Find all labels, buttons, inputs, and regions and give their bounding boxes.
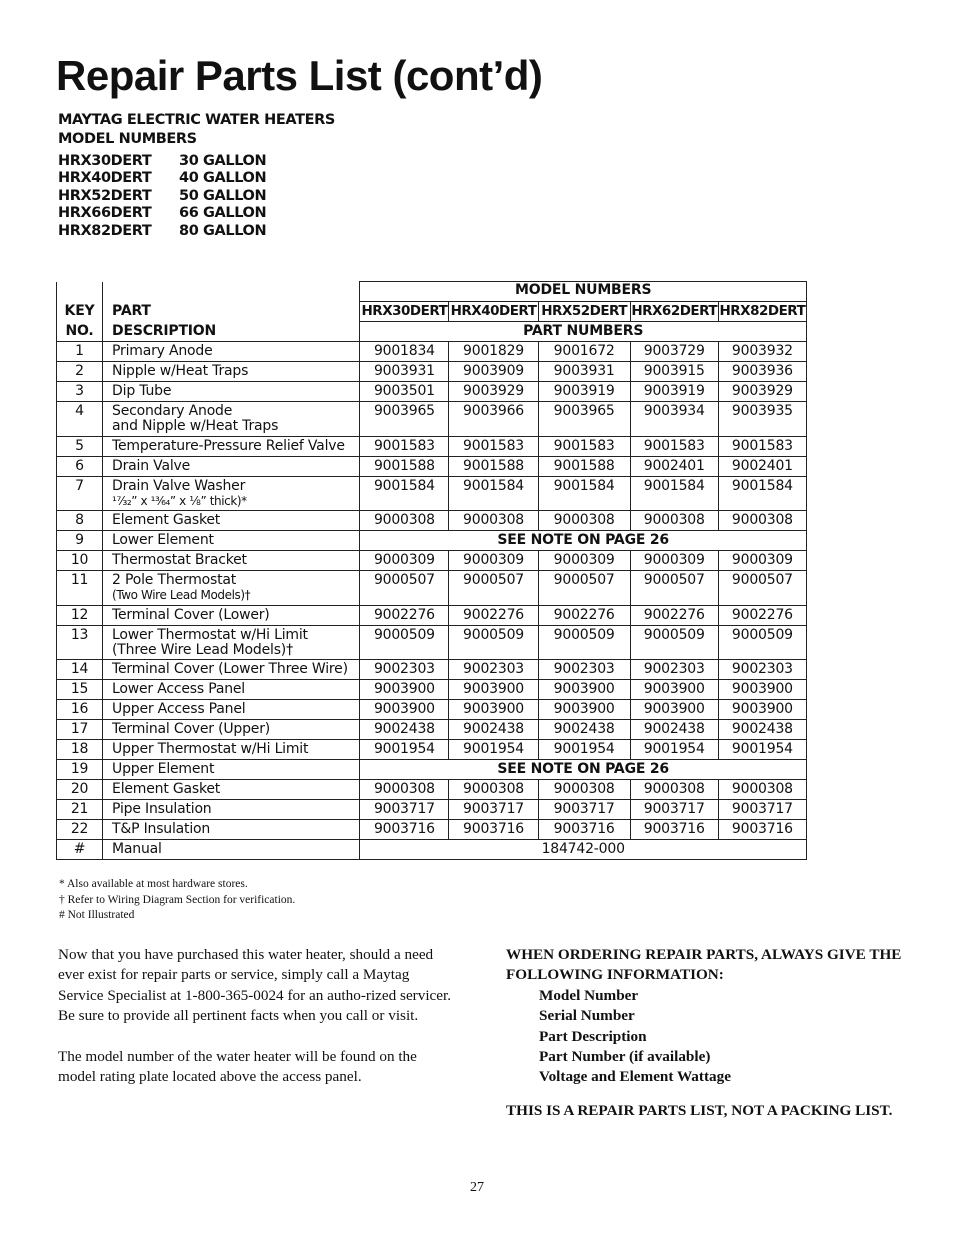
footnote-wiring: † Refer to Wiring Diagram Section for verification.: [59, 893, 296, 906]
model-capacity: 66 GALLON: [179, 205, 267, 222]
key-header-1: KEY: [57, 302, 103, 322]
key-number: 10: [57, 551, 103, 571]
table-row: [57, 800, 807, 820]
part-number: 9003900: [360, 680, 449, 700]
parts-table: [56, 281, 807, 860]
part-number: 9000308: [718, 780, 806, 800]
part-number: 9000309: [449, 551, 538, 571]
description-cell: [103, 551, 360, 571]
key-header-top: [57, 282, 103, 302]
part-number: 9000308: [360, 780, 449, 800]
part-number: 9000308: [538, 511, 630, 531]
table-row: [57, 342, 807, 362]
part-number: 9002303: [718, 660, 806, 680]
description-cell: [103, 780, 360, 800]
model-column-header: HRX82DERT: [718, 302, 806, 322]
description-cell: [103, 740, 360, 760]
part-number: 9001584: [630, 476, 718, 511]
description-cell: [103, 605, 360, 625]
part-number: 9001584: [718, 476, 806, 511]
model-code: HRX82DERT: [58, 222, 152, 239]
part-number: 9000309: [538, 551, 630, 571]
ordering-item: Part Description: [539, 1027, 647, 1045]
model-capacity: 30 GALLON: [179, 153, 267, 169]
part-description: Secondary Anode: [112, 403, 233, 419]
model-code: HRX66DERT: [58, 205, 152, 222]
part-description: Upper Element: [112, 761, 215, 777]
part-number: 9002438: [538, 720, 630, 740]
table-row: [57, 402, 807, 437]
part-number: 9001588: [360, 456, 449, 476]
part-number: 9003716: [449, 820, 538, 840]
part-number: 9003909: [449, 362, 538, 382]
part-number: 9001829: [449, 342, 538, 362]
part-number: 9002303: [449, 660, 538, 680]
model-entry: [58, 223, 266, 240]
part-number: 9000509: [449, 625, 538, 660]
part-number: 9000507: [538, 571, 630, 606]
header-line-1: MAYTAG ELECTRIC WATER HEATERS: [58, 112, 335, 128]
description-cell: [103, 511, 360, 531]
part-number: 9003717: [360, 800, 449, 820]
part-description: Thermostat Bracket: [112, 552, 247, 568]
table-row: [57, 625, 807, 660]
table-row: [57, 476, 807, 511]
part-number: 9003929: [449, 382, 538, 402]
part-description: Element Gasket: [112, 781, 221, 797]
description-cell: [103, 382, 360, 402]
key-number: 1: [57, 342, 103, 362]
part-number: 9002401: [718, 456, 806, 476]
part-number: 9003965: [538, 402, 630, 437]
part-number: 9000309: [718, 551, 806, 571]
ordering-item: Model Number: [539, 986, 639, 1004]
key-number: 11: [57, 571, 103, 606]
key-number: 18: [57, 740, 103, 760]
key-number: 6: [57, 456, 103, 476]
key-number: 16: [57, 700, 103, 720]
part-number: 9001583: [538, 436, 630, 456]
part-number: 9002276: [360, 605, 449, 625]
part-number: 9003729: [630, 342, 718, 362]
part-number: 9001954: [360, 740, 449, 760]
key-number: 20: [57, 780, 103, 800]
key-number: 2: [57, 362, 103, 382]
description-cell: [103, 720, 360, 740]
part-description: 2 Pole Thermostat: [112, 572, 237, 588]
part-number: 9003716: [630, 820, 718, 840]
part-number: 9002276: [449, 605, 538, 625]
description-cell: [103, 680, 360, 700]
part-description-detail: ¹⁷⁄₃₂” x ¹³⁄₆₄” x ⅛” thick)*: [112, 493, 247, 508]
ordering-item: Serial Number: [539, 1007, 635, 1025]
key-number: 19: [57, 760, 103, 780]
part-number: 9002438: [360, 720, 449, 740]
part-description-detail: (Three Wire Lead Models)†: [112, 641, 293, 658]
part-number: 9001583: [360, 436, 449, 456]
ordering-heading: WHEN ORDERING REPAIR PARTS, ALWAYS GIVE THE FOLLOWING INFORMATION:: [506, 946, 902, 984]
service-paragraph: Now that you have purchased this water heater, should a need ever exist for repair parts or service, simply call a Maytag Service Specialist at 1-800-365-0024 for an autho-rized servicer. Be sure to provide all pertinent facts when you call or visit.: [58, 946, 452, 1025]
part-number: 9001583: [449, 436, 538, 456]
part-number: 9002276: [538, 605, 630, 625]
part-number: 9003935: [718, 402, 806, 437]
table-row: [57, 780, 807, 800]
part-number: 9001583: [718, 436, 806, 456]
part-number: 9000507: [449, 571, 538, 606]
part-number: 9003900: [718, 700, 806, 720]
part-number: 9001954: [538, 740, 630, 760]
description-cell: [103, 840, 360, 860]
table-row: [57, 531, 807, 551]
key-number: 22: [57, 820, 103, 840]
part-number: 9003931: [538, 362, 630, 382]
part-number: 9003717: [630, 800, 718, 820]
part-number: 9001588: [449, 456, 538, 476]
part-number: 9002303: [630, 660, 718, 680]
part-number: 9000309: [630, 551, 718, 571]
part-number: 9003919: [630, 382, 718, 402]
packing-list-note: THIS IS A REPAIR PARTS LIST, NOT A PACKING LIST.: [506, 1101, 893, 1119]
key-number: 17: [57, 720, 103, 740]
part-number: 9000507: [630, 571, 718, 606]
part-number: 9003716: [538, 820, 630, 840]
part-description: Lower Thermostat w/Hi Limit: [112, 626, 308, 643]
description-cell: [103, 531, 360, 551]
part-description: Terminal Cover (Lower): [112, 606, 270, 623]
model-column-header: HRX40DERT: [449, 302, 538, 322]
part-number: 9003716: [718, 820, 806, 840]
part-number: 9000507: [360, 571, 449, 606]
manual-number: 184742-000: [360, 840, 807, 860]
see-note: SEE NOTE ON PAGE 26: [360, 760, 807, 780]
table-row: [57, 511, 807, 531]
description-cell: [103, 820, 360, 840]
part-description: Lower Access Panel: [112, 681, 245, 697]
part-numbers-header: PART NUMBERS: [360, 322, 807, 342]
table-row: [57, 382, 807, 402]
model-code: HRX30DERT: [58, 153, 152, 169]
part-number: 9003900: [538, 700, 630, 720]
part-description: Terminal Cover (Upper): [112, 721, 271, 737]
model-code: HRX52DERT: [58, 187, 152, 204]
part-description: Terminal Cover (Lower Three Wire): [112, 661, 348, 677]
part-number: 9000509: [360, 625, 449, 660]
part-number: 9000308: [360, 511, 449, 531]
model-numbers-header: MODEL NUMBERS: [360, 282, 807, 302]
part-number: 9001672: [538, 342, 630, 362]
table-row: [57, 760, 807, 780]
part-header-1: PART: [103, 302, 360, 322]
model-list: [58, 153, 266, 240]
part-number: 9000509: [630, 625, 718, 660]
description-cell: [103, 436, 360, 456]
part-number: 9001584: [538, 476, 630, 511]
key-number: 15: [57, 680, 103, 700]
part-number: 9003966: [449, 402, 538, 437]
header-line-2: MODEL NUMBERS: [58, 131, 197, 147]
description-cell: [103, 402, 360, 437]
table-row: [57, 720, 807, 740]
part-description: T&P Insulation: [112, 821, 211, 837]
part-number: 9003965: [360, 402, 449, 437]
model-entry: [58, 205, 266, 222]
footnote-not-illustrated: # Not Illustrated: [59, 909, 135, 922]
part-number: 9000509: [718, 625, 806, 660]
part-description: Primary Anode: [112, 343, 213, 359]
description-cell: [103, 660, 360, 680]
key-number: 8: [57, 511, 103, 531]
key-number: 4: [57, 402, 103, 437]
model-entry: [58, 153, 266, 170]
part-number: 9001583: [630, 436, 718, 456]
part-number: 9003717: [538, 800, 630, 820]
description-cell: [103, 700, 360, 720]
part-header-top: [103, 282, 360, 302]
part-number: 9001954: [449, 740, 538, 760]
footnotes: [59, 877, 295, 924]
ordering-info: [506, 945, 906, 1121]
part-number: 9002276: [718, 605, 806, 625]
see-note: SEE NOTE ON PAGE 26: [360, 531, 807, 551]
table-row: [57, 680, 807, 700]
description-cell: [103, 625, 360, 660]
key-number: 12: [57, 605, 103, 625]
part-number: 9000308: [630, 511, 718, 531]
part-description-detail: (Two Wire Lead Models)†: [112, 588, 251, 602]
description-cell: [103, 476, 360, 511]
model-capacity: 80 GALLON: [179, 222, 267, 239]
part-number: 9003929: [718, 382, 806, 402]
key-number: 7: [57, 476, 103, 511]
description-cell: [103, 342, 360, 362]
part-number: 9002438: [630, 720, 718, 740]
part-number: 9002438: [718, 720, 806, 740]
part-number: 9002276: [630, 605, 718, 625]
description-cell: [103, 456, 360, 476]
part-number: 9003900: [718, 680, 806, 700]
part-number: 9003919: [538, 382, 630, 402]
part-number: 9003900: [538, 680, 630, 700]
model-entry: [58, 188, 266, 205]
key-number: 9: [57, 531, 103, 551]
part-number: 9003717: [449, 800, 538, 820]
part-number: 9003900: [449, 700, 538, 720]
part-description: Lower Element: [112, 532, 214, 548]
part-number: 9000308: [630, 780, 718, 800]
part-description: Temperature-Pressure Relief Valve: [112, 437, 345, 454]
ordering-item: Part Number (if available): [539, 1048, 711, 1066]
description-cell: [103, 800, 360, 820]
part-number: 9000308: [538, 780, 630, 800]
description-cell: [103, 362, 360, 382]
table-row: [57, 362, 807, 382]
section-header: [58, 111, 335, 149]
part-number: 9001584: [449, 476, 538, 511]
part-header-2: DESCRIPTION: [103, 322, 360, 342]
part-number: 9003936: [718, 362, 806, 382]
part-number: 9000509: [538, 625, 630, 660]
part-number: 9000308: [718, 511, 806, 531]
part-description: Upper Access Panel: [112, 701, 246, 717]
key-number: 21: [57, 800, 103, 820]
part-number: 9003900: [449, 680, 538, 700]
part-number: 9001954: [718, 740, 806, 760]
part-description: Nipple w/Heat Traps: [112, 363, 249, 379]
part-description: Upper Thermostat w/Hi Limit: [112, 741, 309, 757]
ordering-item: Voltage and Element Wattage: [539, 1068, 731, 1086]
part-number: 9002438: [449, 720, 538, 740]
key-number: #: [57, 840, 103, 860]
part-number: 9003900: [360, 700, 449, 720]
part-number: 9001584: [360, 476, 449, 511]
page-title: Repair Parts List (cont’d): [56, 52, 543, 99]
part-number: 9003932: [718, 342, 806, 362]
model-location-paragraph: The model number of the water heater will be found on the model rating plate located above the access panel.: [58, 1047, 417, 1086]
part-number: 9003931: [360, 362, 449, 382]
part-number: 9003717: [718, 800, 806, 820]
part-description: Drain Valve: [112, 457, 191, 474]
part-number: 9000308: [449, 511, 538, 531]
description-cell: [103, 760, 360, 780]
part-number: 9001954: [630, 740, 718, 760]
part-number: 9002401: [630, 456, 718, 476]
table-row: [57, 551, 807, 571]
key-header-2: NO.: [57, 322, 103, 342]
key-number: 5: [57, 436, 103, 456]
table-row: [57, 820, 807, 840]
description-cell: [103, 571, 360, 606]
key-number: 13: [57, 625, 103, 660]
key-number: 3: [57, 382, 103, 402]
table-row: [57, 740, 807, 760]
table-row: [57, 436, 807, 456]
model-column-header: HRX30DERT: [360, 302, 449, 322]
table-row: [57, 605, 807, 625]
service-info: [58, 945, 453, 1107]
ordering-items: [506, 986, 906, 1088]
table-row: [57, 571, 807, 606]
footnote-hardware: * Also available at most hardware stores.: [59, 878, 248, 890]
table-row: [57, 700, 807, 720]
part-number: 9003900: [630, 700, 718, 720]
part-number: 9003900: [630, 680, 718, 700]
model-code: HRX40DERT: [58, 170, 152, 187]
part-number: 9000507: [718, 571, 806, 606]
part-description: Manual: [112, 841, 162, 857]
model-capacity: 50 GALLON: [179, 187, 267, 204]
model-entry: [58, 170, 266, 187]
part-number: 9002303: [538, 660, 630, 680]
part-number: 9003716: [360, 820, 449, 840]
part-number: 9001834: [360, 342, 449, 362]
part-number: 9000309: [360, 551, 449, 571]
model-column-header: HRX52DERT: [538, 302, 630, 322]
part-description: Element Gasket: [112, 512, 221, 528]
part-description: Pipe Insulation: [112, 801, 212, 817]
part-description-detail: and Nipple w/Heat Traps: [112, 418, 279, 434]
table-row: [57, 660, 807, 680]
page-number: 27: [470, 1180, 484, 1195]
part-number: 9003501: [360, 382, 449, 402]
part-number: 9000308: [449, 780, 538, 800]
model-capacity: 40 GALLON: [179, 170, 267, 187]
model-column-header: HRX62DERT: [630, 302, 718, 322]
key-number: 14: [57, 660, 103, 680]
part-number: 9002303: [360, 660, 449, 680]
part-description: Dip Tube: [112, 383, 172, 399]
part-description: Drain Valve Washer: [112, 477, 246, 494]
table-row: [57, 456, 807, 476]
table-row: [57, 840, 807, 860]
part-number: 9003934: [630, 402, 718, 437]
part-number: 9003915: [630, 362, 718, 382]
part-number: 9001588: [538, 456, 630, 476]
